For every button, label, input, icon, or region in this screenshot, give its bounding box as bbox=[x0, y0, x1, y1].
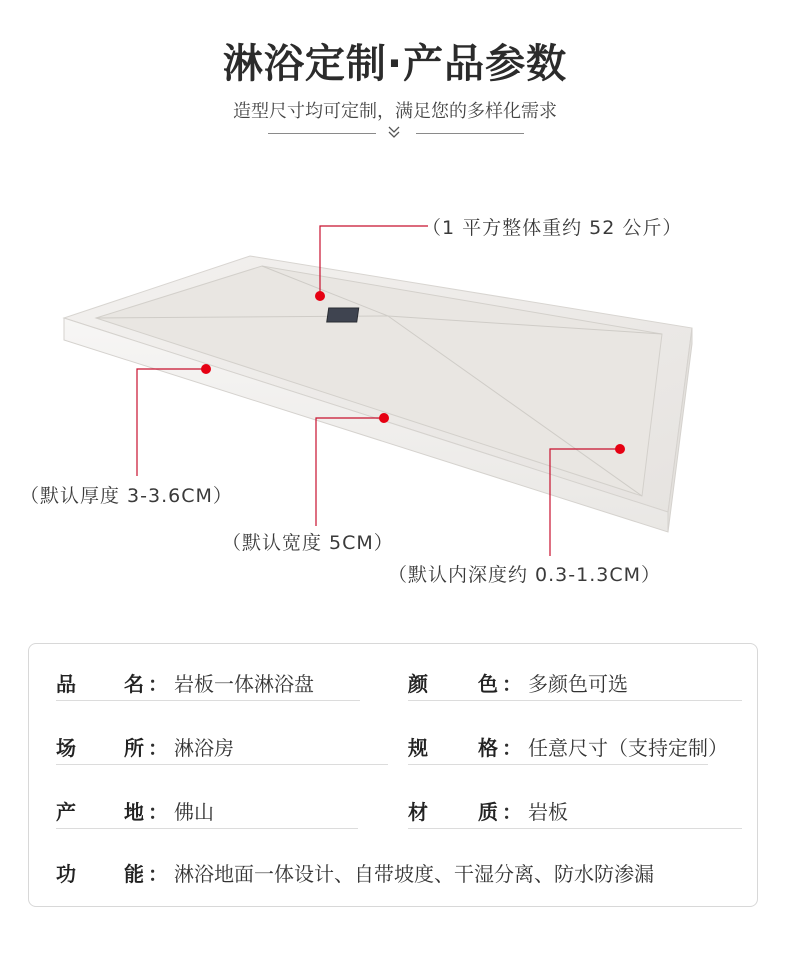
row-divider bbox=[56, 764, 388, 765]
spec-label-char: 品 bbox=[56, 672, 76, 696]
row-divider bbox=[56, 700, 360, 701]
spec-value: 淋浴房 bbox=[174, 736, 234, 760]
double-chevron-down-icon bbox=[384, 122, 404, 142]
spec-label-char: 产 bbox=[56, 800, 76, 824]
spec-label-char: 场 bbox=[56, 736, 76, 760]
width-callout: （默认宽度 5CM） bbox=[222, 532, 394, 554]
page-subtitle: 造型尺寸均可定制，满足您的多样化需求 bbox=[233, 101, 557, 122]
row-divider bbox=[56, 828, 358, 829]
spec-label-char: 质 bbox=[478, 800, 498, 824]
spec-value: 岩板一体淋浴盘 bbox=[174, 672, 314, 696]
spec-colon: ： bbox=[148, 672, 168, 696]
subtitle-divider-right bbox=[416, 133, 524, 134]
spec-label-char: 材 bbox=[408, 800, 428, 824]
spec-label-char: 能 bbox=[124, 862, 144, 886]
depth-callout: （默认内深度约 0.3-1.3CM） bbox=[388, 564, 661, 586]
spec-label-char: 名 bbox=[124, 672, 144, 696]
thickness-marker bbox=[201, 364, 211, 374]
spec-label-char: 色 bbox=[478, 672, 498, 696]
shower-tray-illustration bbox=[0, 190, 790, 610]
spec-value: 岩板 bbox=[528, 800, 568, 824]
tray-inner-basin bbox=[96, 266, 662, 496]
spec-colon: ： bbox=[502, 736, 522, 760]
spec-value: 多颜色可选 bbox=[528, 672, 628, 696]
spec-colon: ： bbox=[148, 736, 168, 760]
spec-colon: ： bbox=[502, 672, 522, 696]
row-divider bbox=[408, 828, 742, 829]
drain-icon bbox=[327, 308, 359, 322]
spec-label-char: 格 bbox=[478, 736, 498, 760]
thickness-callout: （默认厚度 3-3.6CM） bbox=[20, 485, 233, 507]
row-divider bbox=[408, 700, 742, 701]
spec-value: 任意尺寸（支持定制） bbox=[528, 736, 728, 760]
spec-label-char: 所 bbox=[124, 736, 144, 760]
spec-colon: ： bbox=[502, 800, 522, 824]
spec-colon: ： bbox=[148, 862, 168, 886]
subtitle-divider-left bbox=[268, 133, 376, 134]
spec-colon: ： bbox=[148, 800, 168, 824]
width-marker bbox=[379, 413, 389, 423]
spec-label-char: 地 bbox=[124, 800, 144, 824]
depth-marker bbox=[615, 444, 625, 454]
spec-value: 佛山 bbox=[174, 800, 214, 824]
spec-value: 淋浴地面一体设计、自带坡度、干湿分离、防水防渗漏 bbox=[174, 862, 654, 886]
weight-marker bbox=[315, 291, 325, 301]
row-divider bbox=[408, 764, 708, 765]
spec-label-char: 颜 bbox=[408, 672, 428, 696]
page-title: 淋浴定制·产品参数 bbox=[222, 41, 568, 87]
weight-callout: （1 平方整体重约 52 公斤） bbox=[422, 217, 683, 239]
spec-label-char: 规 bbox=[408, 736, 428, 760]
spec-label-char: 功 bbox=[56, 862, 76, 886]
